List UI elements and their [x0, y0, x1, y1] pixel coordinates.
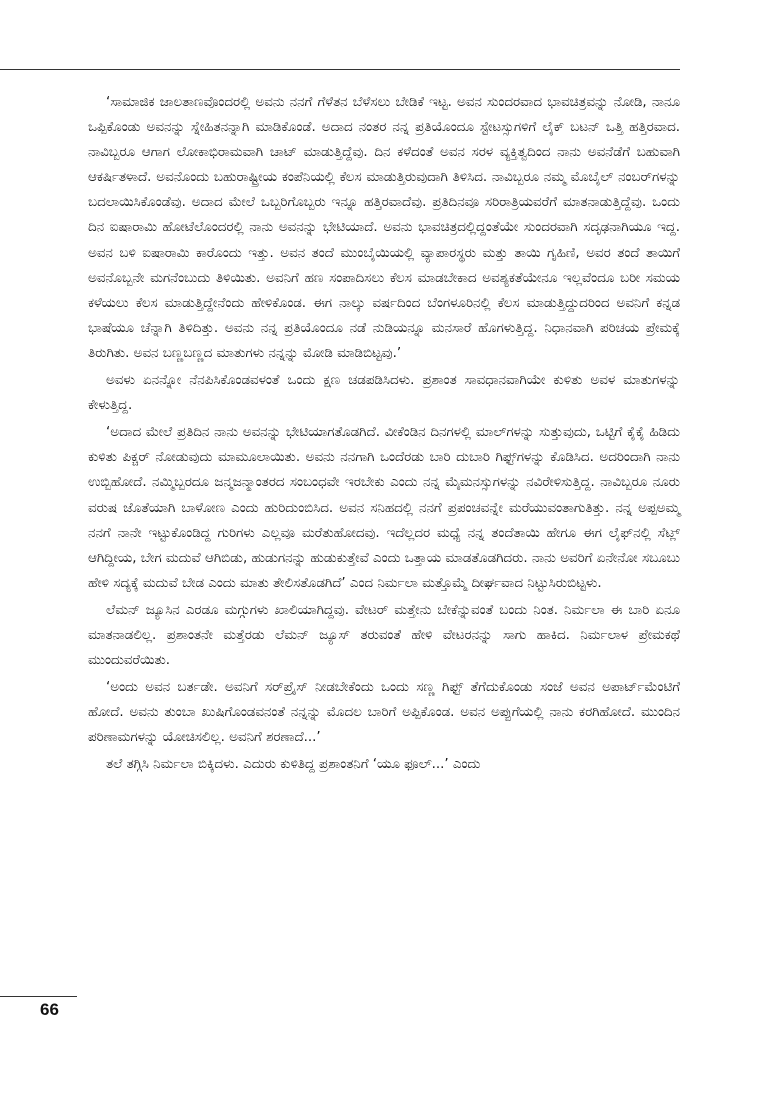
footer-rule	[0, 996, 77, 997]
paragraph: ತಲೆ ತಗ್ಗಿಸಿ ನಿರ್ಮಲಾ ಬಿಕ್ಕಿದಳು. ಎದುರು ಕುಳಿತಿದ್ದ ಪ್ರಶಾಂತನಿಗೆ ‘ಯೂ ಫೂಲ್...’ ಎಂದು	[106, 757, 481, 773]
paragraph: ಲೆಮನ್ ಜ್ಯೂಸಿನ ಎರಡೂ ಮಗ್ಗುಗಳು ಖಾಲಿಯಾಗಿದ್ದವು. ವೇಟರ್ ಮತ್ತೇನು ಬೇಕೆನ್ನುವಂತೆ ಬಂದು ನಿಂತ. ನಿರ್ಮಲಾ ಈ ಬಾರಿ ಏನೂ ಮಾತನಾಡಲಿಲ್ಲ. ಪ್ರಶಾಂತನೇ ಮತ್ತೆರಡು ಲೆಮನ್ ಜ್ಯೂಸ್ ತರುವಂತೆ ಹೇಳಿ ವೇಟರನನ್ನು ಸಾಗು ಹಾಕಿದ. ನಿರ್ಮಲಾಳ ಪ್ರೇಮಕಥೆ ಮುಂದುವರೆಯಿತು.	[88, 602, 681, 669]
paragraph: ‘ಸಾಮಾಜಿಕ ಜಾಲತಾಣವೊಂದರಲ್ಲಿ ಅವನು ನನಗೆ ಗೆಳೆತನ ಬೆಳೆಸಲು ಬೇಡಿಕೆ ಇಟ್ಟ. ಅವನ ಸುಂದರವಾದ ಭಾವಚಿತ್ರವನ್ನು ನೋಡಿ, ನಾನೂ ಒಪ್ಪಿಕೊಂಡು ಅವನನ್ನು ಸ್ನೇಹಿತನನ್ನಾಗಿ ಮಾಡಿಕೊಂಡೆ. ಅದಾದ ನಂತರ ನನ್ನ ಪ್ರತಿಯೊಂದೂ ಸ್ಟೇಟಸ್ಸುಗಳಿಗೆ ಲೈಕ್ ಬಟನ್ ಒತ್ತಿ ಹತ್ತಿರವಾದ. ನಾವಿಬ್ಬರೂ ಆಗಾಗ ಲೋಕಾಭಿರಾಮವಾಗಿ ಚಾಟ್ ಮಾಡುತ್ತಿದ್ದೆವು. ದಿನ ಕಳೆದಂತೆ ಅವನ ಸರಳ ವ್ಯಕ್ತಿತ್ವದಿಂದ ನಾನು ಅವನೆಡೆಗೆ ಬಹುವಾಗಿ ಆಕರ್ಷಿತಳಾದೆ. ಅವನೊಂದು ಬಹುರಾಷ್ಟ್ರೀಯ ಕಂಪೆನಿಯಲ್ಲಿ ಕೆಲಸ ಮಾಡುತ್ತಿರುವುದಾಗಿ ತಿಳಿಸಿದ. ನಾವಿಬ್ಬರೂ ನಮ್ಮ ಮೊಬೈಲ್ ನಂಬರ್‌ಗಳನ್ನು ಬದಲಾಯಿಸಿಕೊಂಡೆವು. ಅದಾದ ಮೇಲೆ ಒಬ್ಬರಿಗೊಬ್ಬರು ಇನ್ನೂ ಹತ್ತಿರವಾದೆವು. ಪ್ರತಿದಿನವೂ ಸರಿರಾತ್ರಿಯವರೆಗೆ ಮಾತನಾಡುತ್ತಿದ್ದೆವು. ಒಂದು ದಿನ ಐಷಾರಾಮಿ ಹೋಟೆಲೊಂದರಲ್ಲಿ ನಾನು ಅವನನ್ನು ಭೇಟಿಯಾದೆ. ಅವನು ಭಾವಚಿತ್ರದಲ್ಲಿದ್ದಂತೆಯೇ ಸುಂದರವಾಗಿ ಸದೃಢನಾಗಿಯೂ ಇದ್ದ. ಅವನ ಬಳಿ ಐಷಾರಾಮಿ ಕಾರೊಂದು ಇತ್ತು. ಅವನ ತಂದೆ ಮುಂಬೈಯಿಯಲ್ಲಿ ವ್ಯಾಪಾರಸ್ಥರು ಮತ್ತು ತಾಯಿ ಗೃಹಿಣಿ, ಅವರ ತಂದೆ ತಾಯಿಗೆ ಅವನೊಬ್ಬನೇ ಮಗನೆಂಬುದು ತಿಳಿಯಿತು. ಅವನಿಗೆ ಹಣ ಸಂಪಾದಿಸಲು ಕೆಲಸ ಮಾಡಬೇಕಾದ ಅವಶ್ಯಕತೆಯೇನೂ ಇಲ್ಲವೆಂದೂ ಬರೀ ಸಮಯ ಕಳೆಯಲು ಕೆಲಸ ಮಾಡುತ್ತಿದ್ದೇನೆಂದು ಹೇಳಿಕೊಂಡ. ಈಗ ನಾಲ್ಕು ವರ್ಷದಿಂದ ಬೆಂಗಳೂರಿನಲ್ಲಿ ಕೆಲಸ ಮಾಡುತ್ತಿದ್ದುದರಿಂದ ಅವನಿಗೆ ಕನ್ನಡ ಭಾಷೆಯೂ ಚೆನ್ನಾಗಿ ತಿಳಿದಿತ್ತು. ಅವನು ನನ್ನ ಪ್ರತಿಯೊಂದೂ ನಡೆ ನುಡಿಯನ್ನೂ ಮನಸಾರೆ ಹೊಗಳುತ್ತಿದ್ದ. ನಿಧಾನವಾಗಿ ಪರಿಚಯ ಪ್ರೇಮಕ್ಕೆ ತಿರುಗಿತು. ಅವನ ಬಣ್ಣಬಣ್ಣದ ಮಾತುಗಳು ನನ್ನನ್ನು ಮೋಡಿ ಮಾಡಿಬಿಟ್ಟವು.’	[88, 95, 680, 361]
paragraph: ಅವಳು ಏನನ್ನೋ ನೆನಪಿಸಿಕೊಂಡವಳಂತೆ ಒಂದು ಕ್ಷಣ ಚಡಪಡಿಸಿದಳು. ಪ್ರಶಾಂತ ಸಾವಧಾನವಾಗಿಯೇ ಕುಳಿತು ಅವಳ ಮಾತುಗಳನ್ನು ಕೇಳುತ್ತಿದ್ದ.	[88, 373, 680, 414]
paragraph: ‘ಅದಾದ ಮೇಲೆ ಪ್ರತಿದಿನ ನಾನು ಅವನನ್ನು ಭೇಟಿಯಾಗತೊಡಗಿದೆ. ವೀಕೆಂಡಿನ ದಿನಗಳಲ್ಲಿ ಮಾಲ್‌ಗಳನ್ನು ಸುತ್ತುವುದು, ಒಟ್ಟಿಗೆ ಕೈಕೈ ಹಿಡಿದು ಕುಳಿತು ಪಿಕ್ಚರ್ ನೋಡುವುದು ಮಾಮೂಲಾಯಿತು. ಅವನು ನನಗಾಗಿ ಒಂದೆರಡು ಬಾರಿ ದುಬಾರಿ ಗಿಫ್ಟ್‌ಗಳನ್ನು ಕೊಡಿಸಿದ. ಅದರಿಂದಾಗಿ ನಾನು ಉಬ್ಬಿಹೋದೆ. ನಮ್ಮಿಬ್ಬರದೂ ಜನ್ಮಜನ್ಮಾಂತರದ ಸಂಬಂಧವೇ ಇರಬೇಕು ಎಂದು ನನ್ನ ಮೈಮನಸ್ಸುಗಳನ್ನು ನವಿರೇಳಿಸುತ್ತಿದ್ದ. ನಾವಿಬ್ಬರೂ ನೂರು ವರುಷ ಜೊತೆಯಾಗಿ ಬಾಳೋಣ ಎಂದು ಹುರಿದುಂಬಿಸಿದ. ಅವನ ಸನಿಹದಲ್ಲಿ ನನಗೆ ಪ್ರಪಂಚವನ್ನೇ ಮರೆಯುವಂತಾಗುತಿತ್ತು. ನನ್ನ ಅಪ್ಪಅಮ್ಮ ನನಗೆ ನಾನೇ ಇಟ್ಟುಕೊಂಡಿದ್ದ ಗುರಿಗಳು ಎಲ್ಲವೂ ಮರೆತುಹೋದವು. ಇದೆಲ್ಲದರ ಮಧ್ಯೆ ನನ್ನ ತಂದೆತಾಯಿ ಹೇಗೂ ಈಗ ಲೈಫ್‌ನಲ್ಲಿ ಸೆಟ್ಲ್ ಆಗಿದ್ದೀಯ, ಬೇಗ ಮದುವೆ ಆಗಿಬಿಡು, ಹುಡುಗನನ್ನು ಹುಡುಕುತ್ತೇವೆ ಎಂದು ಒತ್ತಾಯ ಮಾಡತೊಡಗಿದರು. ನಾನು ಅವರಿಗೆ ಏನೇನೋ ಸಬೂಬು ಹೇಳಿ ಸದ್ಯಕ್ಕೆ ಮದುವೆ ಬೇಡ ಎಂದು ಮಾತು ತೇಲಿಸತೊಡಗಿದೆ’ ಎಂದ ನಿರ್ಮಲಾ ಮತ್ತೊಮ್ಮೆ ದೀರ್ಘವಾದ ನಿಟ್ಟುಸಿರುಬಿಟ್ಟಳು.	[88, 425, 680, 591]
header-rule	[0, 69, 680, 70]
paragraph: ‘ಅಂದು ಅವನ ಬರ್ತಡೇ. ಅವನಿಗೆ ಸರ್‌ಪ್ರೈಸ್ ನೀಡಬೇಕೆಂದು ಒಂದು ಸಣ್ಣ ಗಿಫ್ಟ್ ತೆಗೆದುಕೊಂಡು ಸಂಜೆ ಅವನ ಅಪಾರ್ಟ್‌ಮೆಂಟಿಗೆ ಹೋದೆ. ಅವನು ತುಂಬಾ ಖುಷಿಗೊಂಡವನಂತೆ ನನ್ನನ್ನು ಮೊದಲ ಬಾರಿಗೆ ಅಪ್ಪಿಕೊಂಡ. ಅವನ ಅಪ್ಪುಗೆಯಲ್ಲಿ ನಾನು ಕರಗಿಹೋದೆ. ಮುಂದಿನ ಪರಿಣಾಮಗಳನ್ನು ಯೋಚಿಸಲಿಲ್ಲ. ಅವನಿಗೆ ಶರಣಾದೆ...’	[88, 680, 680, 746]
page-number: 66	[40, 1000, 59, 1019]
body-text	[88, 90, 680, 780]
